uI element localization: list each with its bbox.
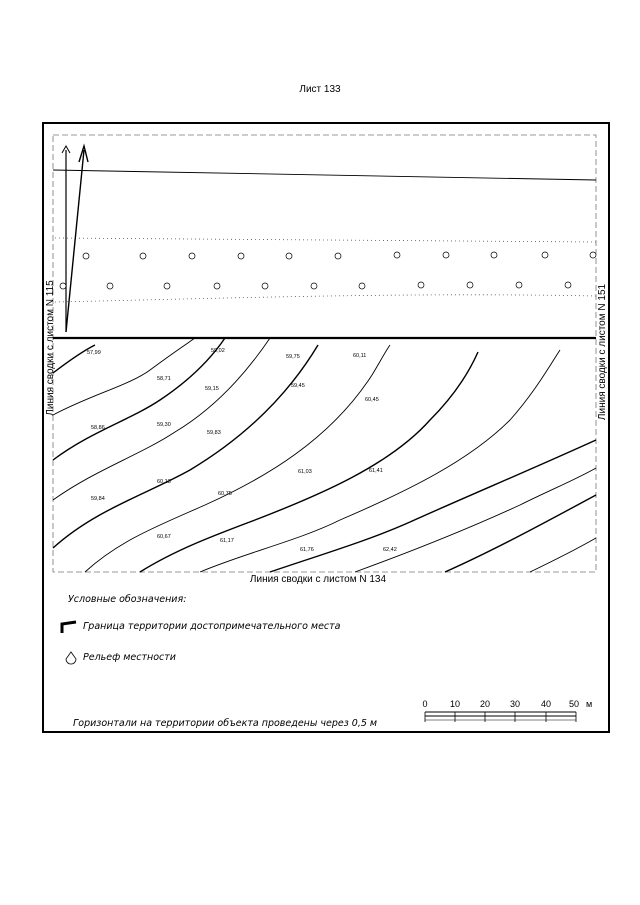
join-line-left-label: Линия сводки с листом N 115 [45,280,56,416]
elevation-label: 57,99 [87,350,101,356]
elevation-label: 59,84 [91,496,105,502]
relief-marker [565,282,571,288]
relief-marker [467,282,473,288]
dotted-line-upper [55,238,596,242]
relief-marker [107,283,113,289]
relief-symbol-icon [66,652,76,664]
contour-line [445,495,596,572]
relief-marker [590,252,596,258]
relief-marker [418,282,424,288]
contour-interval-note: Горизонтали на территории объекта проведены через 0,5 м [73,718,378,729]
relief-marker [83,253,89,259]
relief-marker [516,282,522,288]
relief-marker [164,283,170,289]
relief-marker [394,252,400,258]
elevation-labels [87,348,397,553]
contour-line [85,345,390,572]
relief-marker [542,252,548,258]
elevation-label: 59,45 [291,383,305,389]
contour-line [53,338,195,415]
scale-tick-label: 40 [540,699,552,709]
elevation-label: 61,03 [298,469,312,475]
elevation-label: 60,45 [365,397,379,403]
sheet-frame [43,123,609,732]
elevation-label: 58,86 [91,425,105,431]
elevation-label: 59,02 [211,348,225,354]
elevation-label: 60,67 [157,534,171,540]
elevation-label: 59,75 [286,354,300,360]
survey-frame [53,135,596,572]
elevation-label: 61,17 [220,538,234,544]
legend-relief-label: Рельеф местности [83,652,176,663]
relief-marker [286,253,292,259]
relief-marker [238,253,244,259]
boundary-symbol-icon [62,622,76,633]
sheet-title: Лист 133 [299,84,341,95]
elevation-label: 59,15 [205,386,219,392]
road-edge-line [53,170,596,180]
contour-lines [53,338,596,572]
contour-line [355,468,596,572]
relief-marker [359,283,365,289]
relief-markers [60,252,596,289]
elevation-label: 62,42 [383,547,397,553]
join-line-bottom-label: Линия сводки с листом N 134 [249,574,387,585]
contour-line [140,352,478,572]
scale-tick-label: 30 [509,699,521,709]
relief-marker [60,283,66,289]
elevation-label: 60,13 [157,479,171,485]
relief-marker [189,253,195,259]
relief-marker [214,283,220,289]
scale-bar [422,699,592,722]
scale-tick-label: 0 [422,699,428,709]
contour-line [270,440,596,572]
elevation-label: 60,75 [218,491,232,497]
elevation-label: 61,41 [369,468,383,474]
elevation-label: 60,11 [353,353,367,359]
legend-boundary-label: Граница территории достопримечательного места [83,621,341,632]
contour-line [530,538,596,572]
scale-tick-label: 50 [568,699,580,709]
scale-unit-label: м [586,699,593,709]
contour-line [53,345,318,548]
north-arrow-shaft-2 [66,150,84,332]
relief-marker [491,252,497,258]
relief-marker [262,283,268,289]
relief-marker [311,283,317,289]
contour-line [53,338,225,460]
elevation-label: 58,71 [157,376,171,382]
relief-marker [443,252,449,258]
elevation-label: 59,83 [207,430,221,436]
relief-marker [335,253,341,259]
scale-tick-label: 20 [479,699,491,709]
relief-marker [140,253,146,259]
join-line-right-label: Линия сводки с листом N 151 [597,283,608,421]
legend-title: Условные обозначения: [68,594,187,605]
scale-tick-label: 10 [449,699,461,709]
elevation-label: 61,76 [300,547,314,553]
dotted-line-lower [55,295,596,302]
elevation-label: 59,30 [157,422,171,428]
contour-line [53,338,270,500]
